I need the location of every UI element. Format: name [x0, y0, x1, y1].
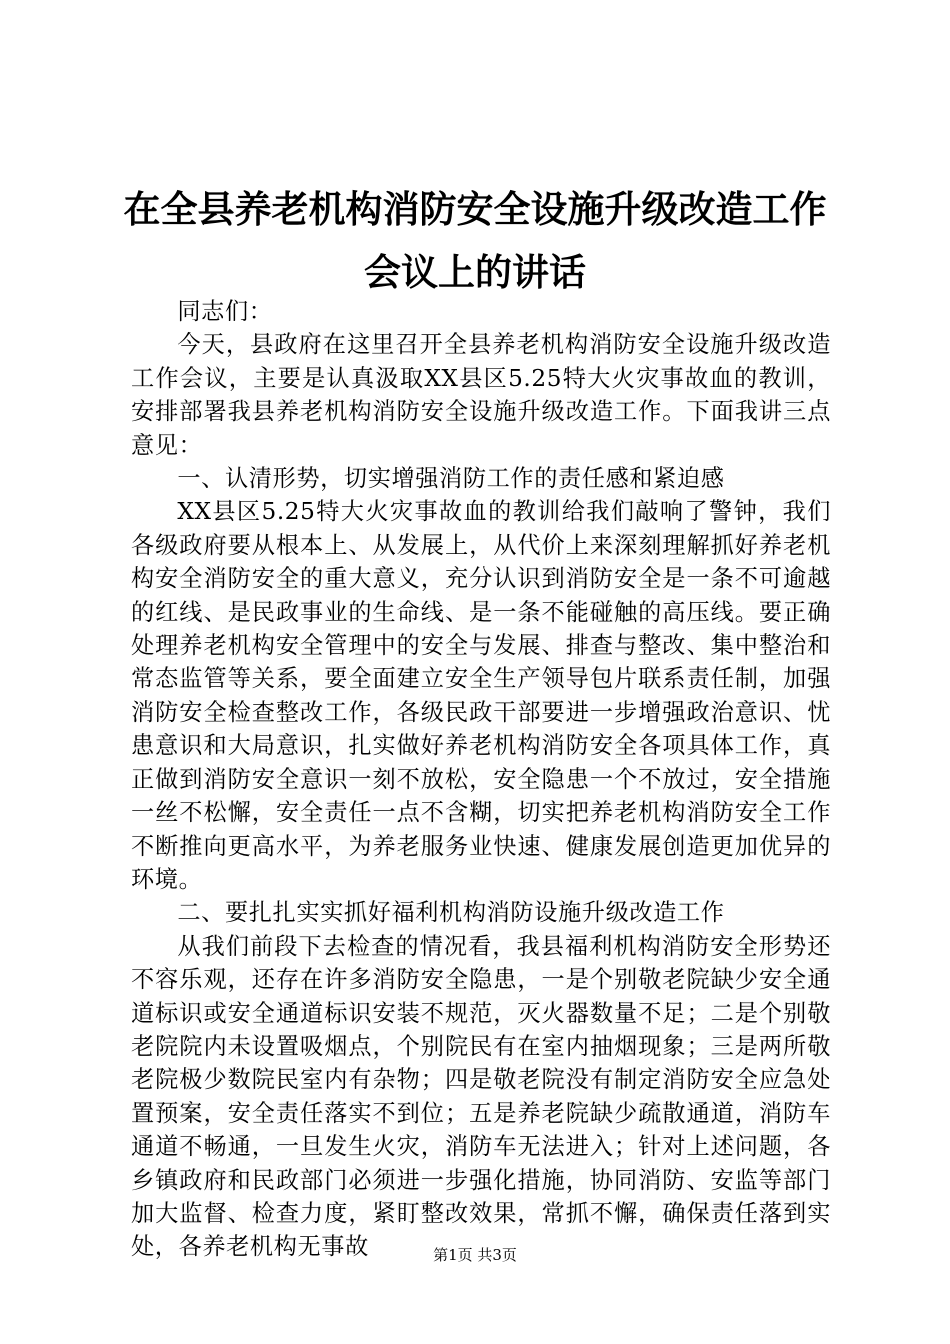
page-footer: 第1页 共3页 [433, 1246, 517, 1264]
section-heading-2: 二、要扎扎实实抓好福利机构消防设施升级改造工作 [177, 899, 725, 927]
paragraph-section-2: 从我们前段下去检查的情况看，我县福利机构消防安全形势还不容乐观，还存在许多消防安全隐患，一是个别敬老院缺少安全通道标识或安全通道标识安装不规范，灭火器数量不足；二是个别敬老院院内未设置吸烟点，个别院民有在室内抽烟现象；三是两所敬老院极少数院民室内有杂物；四是敬老院没有制定消防安全应急处置预案，安全责任落实不到位；五是养老院缺少疏散通道，消防车通道不畅通，一旦发生火灾，消防车无法进入；针对上述问题，各乡镇政府和民政部门必须进一步强化措施，协同消防、安监等部门加大监督、检查力度，紧盯整改效果，常抓不懈，确保责任落到实处，各养老机构无事故 [131, 932, 831, 1261]
paragraph-intro: 今天，县政府在这里召开全县养老机构消防安全设施升级改造工作会议，主要是认真汲取XX县区5.25特大火灾事故血的教训，安排部署我县养老机构消防安全设施升级改造工作。下面我讲三点意见： [131, 331, 831, 459]
paragraph-section-1: XX县区5.25特大火灾事故血的教训给我们敲响了警钟，我们各级政府要从根本上、从发展上，从代价上来深刻理解抓好养老机构安全消防安全的重大意义，充分认识到消防安全是一条不可逾越的红线、是民政事业的生命线、是一条不能碰触的高压线。要正确处理养老机构安全管理中的安全与发展、排查与整改、集中整治和常态监管等关系，要全面建立安全生产领导包片联系责任制，加强消防安全检查整改工作，各级民政干部要进一步增强政治意识、忧患意识和大局意识，扎实做好养老机构消防安全各项具体工作，真正做到消防安全意识一刻不放松，安全隐患一个不放过，安全措施一丝不松懈，安全责任一点不含糊，切实把养老机构消防安全工作不断推向更高水平，为养老服务业快速、健康发展创造更加优异的环境。 [131, 498, 831, 893]
document-body [131, 295, 831, 1264]
document-title: 在全县养老机构消防安全设施升级改造工作会议上的讲话 [123, 188, 827, 294]
salutation: 同志们： [177, 298, 273, 325]
section-heading-1: 一、认清形势，切实增强消防工作的责任感和紧迫感 [177, 465, 725, 493]
